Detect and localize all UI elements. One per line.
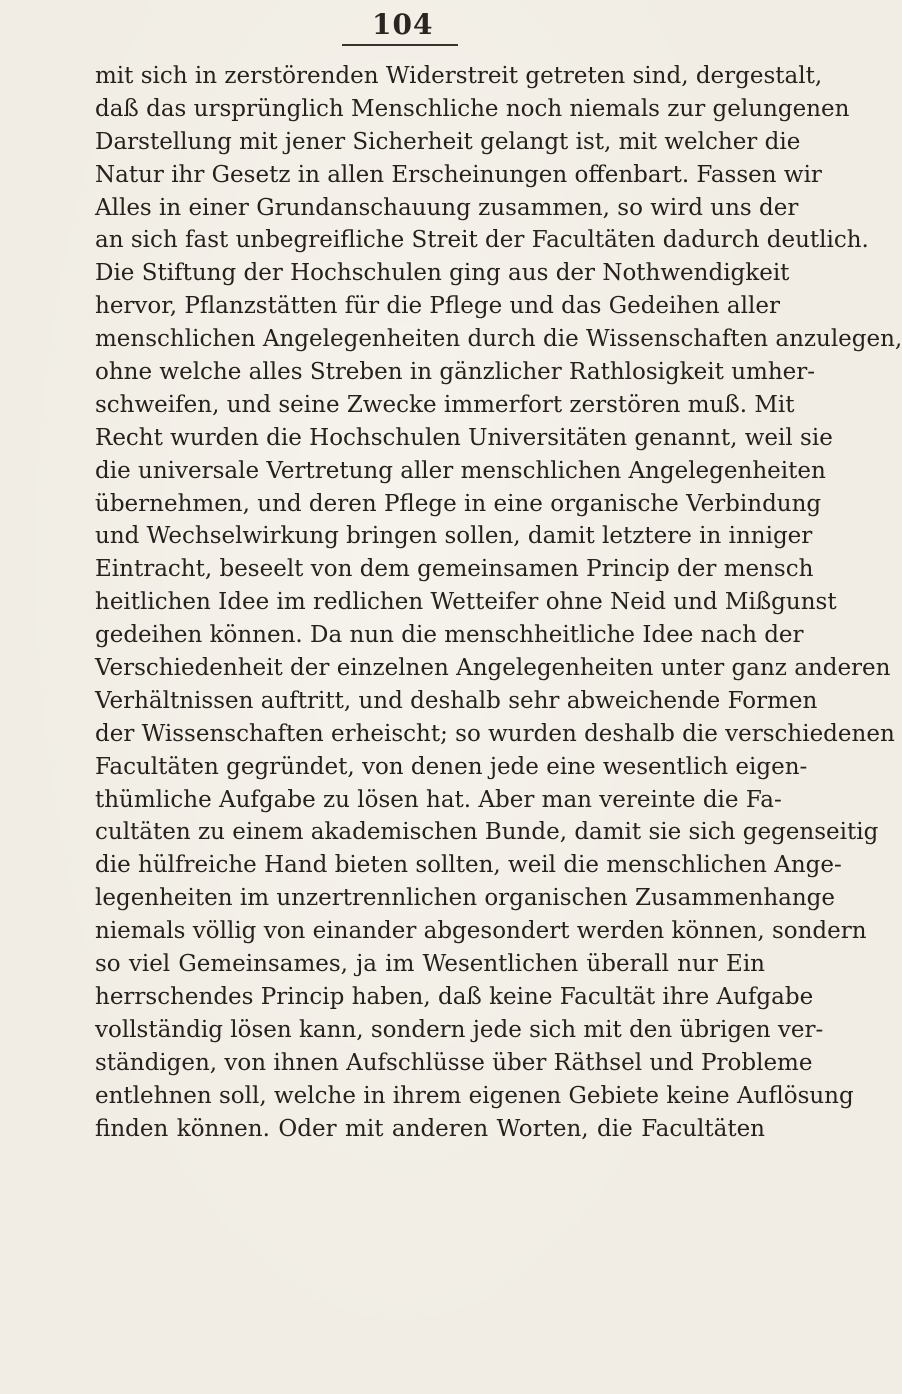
text-line: die universale Vertretung aller menschlichen Angelegenheiten <box>95 457 826 484</box>
text-line: Eintracht, beseelt von dem gemeinsamen Princip der mensch <box>95 556 814 583</box>
text-line: heitlichen Idee im redlichen Wetteifer ohne Neid und Mißgunst <box>95 589 837 616</box>
text-line: Verschiedenheit der einzelnen Angelegenheiten unter ganz anderen <box>95 655 891 682</box>
text-line: ohne welche alles Streben in gänzlicher Rathlosigkeit umher- <box>95 359 816 386</box>
page-number: 104 <box>372 8 434 41</box>
text-line: die hülfreiche Hand bieten sollten, weil die menschlichen Ange- <box>95 852 842 879</box>
text-line: legenheiten im unzertrennlichen organischen Zusammenhange <box>95 885 836 912</box>
text-line: der Wissenschaften erheischt; so wurden deshalb die verschiedenen <box>95 720 895 747</box>
text-line: Natur ihr Gesetz in allen Erscheinungen offenbart. Fassen wir <box>95 161 822 188</box>
text-line: gedeihen können. Da nun die menschheitliche Idee nach der <box>95 622 804 649</box>
text-line: entlehnen soll, welche in ihrem eigenen Gebiete keine Auflösung <box>95 1082 854 1109</box>
text-line: menschlichen Angelegenheiten durch die Wissenschaften anzulegen, <box>95 326 902 353</box>
text-line: cultäten zu einem akademischen Bunde, damit sie sich gegenseitig <box>95 819 879 846</box>
text-line: mit sich in zerstörenden Widerstreit getreten sind, dergestalt, <box>95 63 823 89</box>
text-line: thümliche Aufgabe zu lösen hat. Aber man vereinte die Fa- <box>95 786 782 813</box>
text-line: herrschendes Princip haben, daß keine Facultät ihre Aufgabe <box>95 983 814 1010</box>
text-line: daß das ursprünglich Menschliche noch niemals zur gelungenen <box>95 95 850 122</box>
text-line: an sich fast unbegreifliche Streit der Facultäten dadurch deutlich. <box>95 227 869 254</box>
text-line: finden können. Oder mit anderen Worten, die Facultäten <box>95 1115 765 1142</box>
text-line: Alles in einer Grundanschauung zusammen, so wird uns der <box>95 194 799 221</box>
text-line: Darstellung mit jener Sicherheit gelangt ist, mit welcher die <box>95 128 801 155</box>
text-line: so viel Gemeinsames, ja im Wesentlichen überall nur Ein <box>95 951 765 978</box>
text-line: Verhältnissen auftritt, und deshalb sehr abweichende Formen <box>95 687 818 714</box>
page-header <box>0 8 800 48</box>
text-line: Die Stiftung der Hochschulen ging aus der Nothwendigkeit <box>95 260 790 287</box>
header-rule <box>342 44 458 46</box>
text-line: übernehmen, und deren Pflege in eine organische Verbindung <box>95 490 822 517</box>
text-line: niemals völlig von einander abgesondert werden können, sondern <box>95 918 867 945</box>
text-line: hervor, Pflanzstätten für die Pflege und das Gedeihen aller <box>95 293 780 320</box>
text-line: vollständig lösen kann, sondern jede sich mit den übrigen ver- <box>95 1016 824 1043</box>
text-line: Facultäten gegründet, von denen jede eine wesentlich eigen- <box>95 753 808 780</box>
text-line: ständigen, von ihnen Aufschlüsse über Räthsel und Probleme <box>95 1049 813 1076</box>
body-text <box>95 60 902 1380</box>
text-line: Recht wurden die Hochschulen Universitäten genannt, weil sie <box>95 424 833 451</box>
text-line: schweifen, und seine Zwecke immerfort zerstören muß. Mit <box>95 391 795 418</box>
text-line: und Wechselwirkung bringen sollen, damit letztere in inniger <box>95 523 813 550</box>
